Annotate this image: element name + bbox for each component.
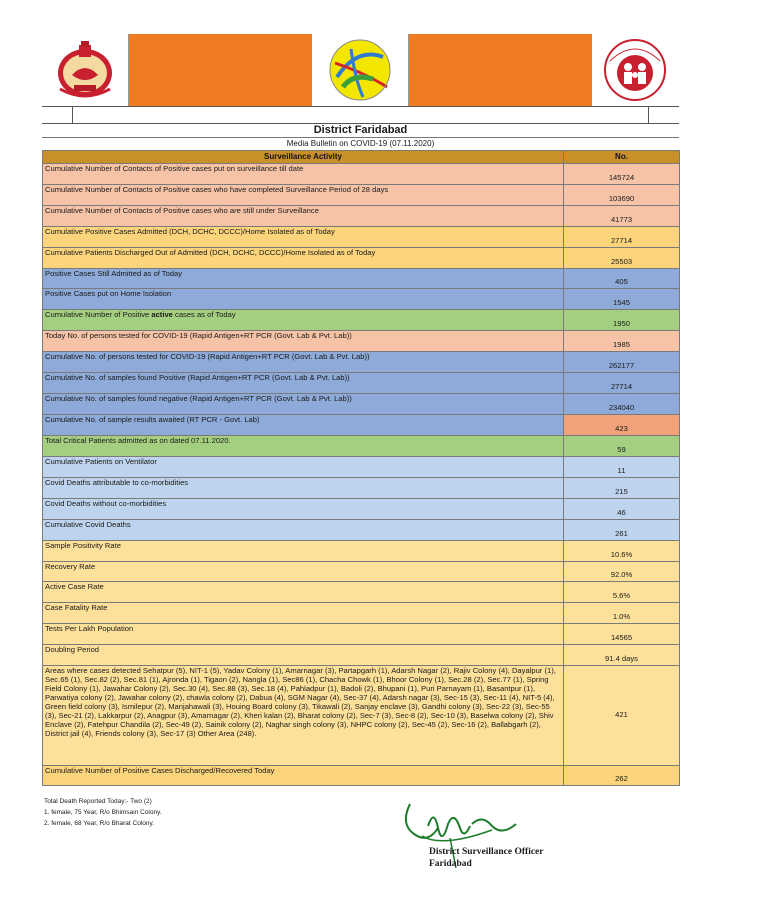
activity-label: Recovery Rate [43,561,564,582]
table-row [43,373,680,394]
death-report-line: 2. female, 68 Year, R/o Bharat Colony. [44,820,155,827]
haryana-emblem-icon [50,39,120,101]
death-report-line: 1. female, 75 Year, R/o Bhimsain Colony. [44,809,162,816]
table-row [43,415,680,436]
table-row [43,477,680,498]
table-row [43,498,680,519]
activity-label: Cumulative No. of samples found negative (Rapid Antigen+RT PCR (Govt. Lab & Pvt. Lab)) [43,394,564,415]
table-row [43,540,680,561]
activity-value: 59 [564,436,680,457]
activity-value: 46 [564,498,680,519]
activity-label: Cumulative No. of sample results awaited (RT PCR - Govt. Lab) [43,415,564,436]
table-row [43,352,680,373]
table-row [43,582,680,603]
header-orange-band-right [409,34,592,106]
table-row [43,310,680,331]
activity-value: 91.4 days [564,645,680,666]
right-logo-cell [592,34,679,106]
table-row [43,226,680,247]
activity-value: 423 [564,415,680,436]
discharged-value: 262 [564,766,680,786]
activity-label-emphasis: active [151,310,173,319]
activity-value: 5.6% [564,582,680,603]
areas-value: 421 [564,666,680,766]
activity-label: Cumulative No. of persons tested for COVID-19 (Rapid Antigen+RT PCR (Govt. Lab & Pvt. Lab)) [43,352,564,373]
column-header-number: No. [564,151,680,164]
signature-block [429,846,544,870]
activity-label: Cumulative Covid Deaths [43,519,564,540]
table-row [43,331,680,352]
page-subtitle: Media Bulletin on COVID-19 (07.11.2020) [286,139,435,148]
table-row [43,457,680,478]
table-row [43,268,680,289]
table-row [43,184,680,205]
table-row [43,519,680,540]
nhm-logo-icon [602,37,668,103]
activity-label: Cumulative Positive Cases Admitted (DCH, DCHC, DCCC)/Home Isolated as of Today [43,226,564,247]
officer-title: District Surveillance Officer [429,847,544,857]
activity-value: 92.0% [564,561,680,582]
activity-value: 215 [564,477,680,498]
spacer-divider [72,107,73,123]
activity-label: Case Fatality Rate [43,603,564,624]
activity-value: 27714 [564,373,680,394]
discharged-label: Cumulative Number of Positive Cases Discharged/Recovered Today [43,766,564,786]
surveillance-table [42,150,680,786]
activity-label-part: cases as of Today [172,310,236,319]
column-header-activity: Surveillance Activity [43,151,564,164]
activity-label-part: Cumulative Number of Positive [45,310,152,319]
activity-value: 262177 [564,352,680,373]
areas-row [43,666,680,766]
activity-label: Positive Cases put on Home Isolation [43,289,564,310]
activity-label: Cumulative Patients Discharged Out of Admitted (DCH, DCHC, DCCC)/Home Isolated as of Today [43,247,564,268]
header-orange-band-left [129,34,312,106]
activity-value: 25503 [564,247,680,268]
activity-value: 27714 [564,226,680,247]
activity-label: Tests Per Lakh Population [43,624,564,645]
activity-value: 41773 [564,205,680,226]
header-spacer-row [42,106,679,124]
death-report-footer [44,796,162,829]
table-row [43,247,680,268]
table-row [43,561,680,582]
activity-label: Cumulative Number of Contacts of Positive cases who have completed Surveillance Period of 28 days [43,184,564,205]
activity-value: 103690 [564,184,680,205]
table-row [43,205,680,226]
activity-value: 234040 [564,394,680,415]
bulletin-header [42,34,679,106]
table-row [43,289,680,310]
activity-value: 14565 [564,624,680,645]
activity-value: 10.6% [564,540,680,561]
activity-value: 1.0% [564,603,680,624]
activity-label: Cumulative Patients on Ventilator [43,457,564,478]
table-row [43,603,680,624]
activity-label: Today No. of persons tested for COVID-19 (Rapid Antigen+RT PCR (Govt. Lab & Pvt. Lab)) [43,331,564,352]
activity-label: Cumulative Number of Contacts of Positive cases who are still under Surveillance [43,205,564,226]
activity-value: 145724 [564,164,680,185]
activity-label: Positive Cases Still Admitted as of Today [43,268,564,289]
activity-value: 1985 [564,331,680,352]
table-row [43,645,680,666]
table-row [43,624,680,645]
activity-label: Sample Positivity Rate [43,540,564,561]
left-logo-cell [42,34,129,106]
page-title: District Faridabad [42,123,679,138]
table-row [43,436,680,457]
activity-label: Doubling Period [43,645,564,666]
activity-label: Cumulative Number of Contacts of Positive cases put on surveillance till date [43,164,564,185]
globe-emblem-icon [327,37,393,103]
table-header-row [43,151,680,164]
activity-value: 11 [564,457,680,478]
spacer-divider [648,107,649,123]
officer-place: Faridabad [429,859,472,869]
areas-label: Areas where cases detected Sehatpur (5), NIT-1 (5), Yadav Colony (1), Amarnagar (3), Partapgarh (1), Adarsh Nagar (2), Rajiv Colony (4), Dayalpur (1), Sec.65 (1), Sec.82 (2), Sec.81 (1), Ajronda (1), Tigaon (2), Nangla (1), Sec86 (1), Chacha Chowk (1), Bhoor Colony (1), Sec.28 (2), Sec.77 (1), Spring Field Colony (1), Jawahar Colony (2), Sec.30 (4), Sec.88 (3), Sec.18 (4), Pahladpur (1), Badoli (2), Bhupani (1), Puri Parnayam (1), Basantpur (1), Parwatiya colony (2), Jawahar colony (2), chawla colony (2), Dabua (4), SGM Nagar (4), Sec-37 (4), Adarsh nagar (3), Sec-15 (3), Sec-11 (4), NIT-5 (4), Green field colony (3), Ismilepur (2), Manjahawali (3), Houing Board colony (3), Tikawali (2), Sanjay enclave (3), Gandhi colony (3), Sec-22 (3), Sec-55 (3), Sec-21 (2), Lakkarpur (2), Anagpur (3), Amarnagar (2), Kheri kalan (2), Bharat colony (2), Sec-7 (3), Sec-8 (2), Sec-10 (3), Baselwa colony (2), Shiv Enclave (2), Fatehpur Chandila (2), Sec-49 (2), Sainik colony (2), Naghar singh colony (3), NHPC colony (2), Sec-45 (2), Sec-16 (2), Ballabgarh (2), District jail (4), Friends colony (3), Sec-17 (3) Other Area (248). [43,666,564,766]
activity-label: Cumulative No. of samples found Positive (Rapid Antigen+RT PCR (Govt. Lab & Pvt. Lab)) [43,373,564,394]
death-report-summary: Total Death Reported Today:- Two (2) [44,798,152,805]
activity-value: 1950 [564,310,680,331]
table-row [43,394,680,415]
activity-label: Covid Deaths without co-morbidities [43,498,564,519]
table-row [43,164,680,185]
discharged-row [43,766,680,786]
activity-label [43,310,564,331]
activity-label: Active Case Rate [43,582,564,603]
activity-value: 405 [564,268,680,289]
activity-label: Covid Deaths attributable to co-morbidities [43,477,564,498]
activity-value: 261 [564,519,680,540]
center-logo-cell [312,34,409,106]
activity-label: Total Critical Patients admitted as on dated 07.11.2020. [43,436,564,457]
activity-value: 1545 [564,289,680,310]
